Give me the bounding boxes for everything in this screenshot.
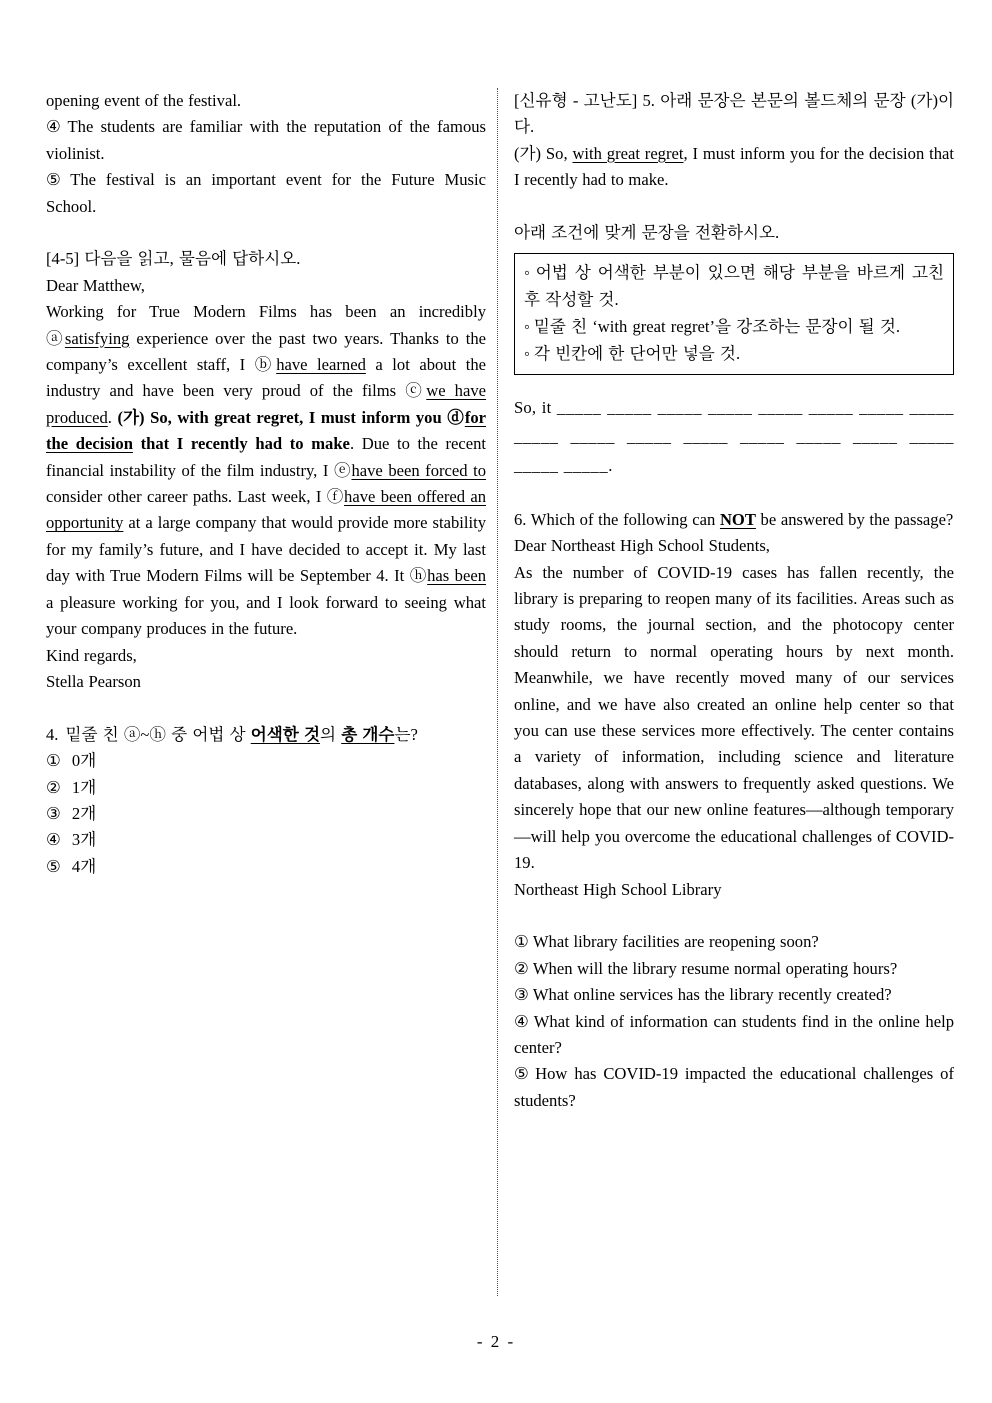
choice-marker: ④ <box>514 1011 530 1031</box>
marker-h-icon: ⓗ <box>409 566 428 586</box>
passage-signature: Northeast High School Library <box>514 879 722 899</box>
letter-seg-8: at a large company that would provide more stability for my family’s future, and I have decided to accept it. My last day with True Modern Films will be September 4. It <box>46 513 486 586</box>
stem-post: be answered by the passage? <box>755 509 954 529</box>
choice-marker: ④ <box>46 830 61 850</box>
carryover-choice-5 <box>46 167 486 220</box>
page-footer: - 2 - <box>476 1332 516 1351</box>
question-4-choice-5[interactable] <box>46 854 486 880</box>
choice-marker: ③ <box>514 985 529 1005</box>
choice-marker: ④ <box>46 117 64 137</box>
choice-marker: ① <box>514 932 529 952</box>
underlined-phrase-d: for the decision <box>46 407 487 454</box>
choice-marker: ⑤ <box>514 1064 532 1084</box>
question-5-answer-area[interactable] <box>514 393 954 480</box>
choice-text: 1개 <box>71 777 97 797</box>
underlined-phrase-f: have been offered an opportunity <box>46 487 487 533</box>
choice-marker: ② <box>514 958 529 978</box>
condition-text: 밑줄 친 ‘with great regret’을 강조하는 문장이 될 것. <box>533 317 901 337</box>
question-number: 6. <box>514 509 527 529</box>
answer-prefix: So, it <box>514 398 552 418</box>
question-6-choices <box>514 929 954 1114</box>
letter-seg-2: experience over the past two years. Thanks to the company’s excellent staff, I <box>46 328 486 375</box>
choice-text: What kind of information can students find in the online help center? <box>514 1011 954 1057</box>
bold-sentence-ga-part1: (가) So, with great regret, I must inform you <box>117 407 448 427</box>
right-column <box>514 88 954 1114</box>
choice-marker: ① <box>46 751 61 771</box>
bullet-icon: ◦ <box>524 317 530 337</box>
underlined-phrase-b: have learned <box>276 355 366 375</box>
question-6-choice-1[interactable] <box>514 929 954 955</box>
letter-salutation: Dear Matthew, <box>46 275 145 295</box>
choice-text: What online services has the library recently created? <box>532 985 892 1005</box>
stem-emphasis-not: NOT <box>719 509 756 529</box>
carryover-choice-4 <box>46 114 486 167</box>
marker-f-icon: ⓕ <box>326 487 345 507</box>
stem-emphasis-2: 총 개수 <box>341 724 395 744</box>
carryover-line: opening event of the festival. <box>46 91 242 110</box>
passage-body: As the number of COVID-19 cases has fallen recently, the library is preparing to reopen many of its facilities. Areas such as study rooms, the journal section, and the photocopy center should return to normal operating hours by next month. Meanwhile, we have recently moved many of our services online, and we have also created an online help center so that you can use these services more effectively. The center contains a variety of information, including science and literature databases, along with answers to frequently asked questions. We sincerely hope that our new online features—although temporary—will help you overcome the educational challenges of COVID-19. <box>514 562 954 873</box>
choice-text: The festival is an important event for the Future Music School. <box>46 170 486 216</box>
choice-text: 3개 <box>71 830 97 850</box>
underlined-phrase-e: have been forced to <box>351 460 487 480</box>
column-divider <box>497 88 498 1296</box>
bold-sentence-ga-part2: that I recently had to make <box>132 434 350 454</box>
spacer <box>46 695 486 721</box>
marker-a-icon: ⓐ <box>46 328 65 348</box>
sentence-pre: So, <box>541 143 573 163</box>
letter-closing: Kind regards, <box>46 645 137 665</box>
condition-item-1 <box>524 259 944 313</box>
question-6-stem <box>514 507 954 533</box>
marker-e-icon: ⓔ <box>333 460 352 480</box>
condition-text: 각 빈칸에 한 단어만 넣을 것. <box>533 344 741 364</box>
letter-seg-6: . Due to the recent financial instability of the film industry, I <box>46 434 486 480</box>
question-4-stem <box>46 722 486 748</box>
letter-seg-9: a pleasure working for you, and I look forward to seeing what your company produces in the future. <box>46 592 486 639</box>
spacer <box>514 903 954 929</box>
question-6-choice-5[interactable] <box>514 1061 954 1114</box>
question-5-directive: 아래 조건에 맞게 문장을 전환하시오. <box>514 223 780 243</box>
question-4-choice-4[interactable] <box>46 827 486 853</box>
stem-pre: Which of the following can <box>526 509 720 529</box>
bullet-icon: ◦ <box>524 263 532 283</box>
question-5-sentence <box>514 141 954 194</box>
bullet-icon: ◦ <box>524 344 530 364</box>
letter-seg-3: a lot about the industry and have been very proud of the films <box>46 355 486 401</box>
sentence-post: , I must inform you for the decision that I recently had to make. <box>514 143 954 190</box>
marker-d-icon: ⓓ <box>447 407 465 427</box>
question-4-choice-2[interactable] <box>46 775 486 801</box>
passage-directive: [4-5] 다음을 읽고, 물음에 답하시오. <box>46 249 301 269</box>
underlined-phrase-h: has been <box>427 566 486 586</box>
conditions-box <box>514 253 954 375</box>
stem-text-1: 밑줄 친 ⓐ~ⓗ 중 어법 상 <box>65 724 251 744</box>
letter-signature: Stella Pearson <box>46 671 141 691</box>
sentence-label: (가) <box>514 143 542 163</box>
question-number: 4. <box>46 724 59 744</box>
marker-c-icon: ⓒ <box>405 381 427 401</box>
underlined-phrase-a: satisfying <box>64 328 130 348</box>
left-column <box>46 88 486 880</box>
answer-blank-lines[interactable]: _____ _____ _____ _____ _____ _____ _____ _____ _____ _____ _____ _____ _____ _____ _____ _____ _____ _____. <box>514 398 954 476</box>
question-4-choice-1[interactable] <box>46 748 486 774</box>
question-4-choice-3[interactable] <box>46 801 486 827</box>
stem-emphasis-1: 어색한 것 <box>250 724 320 744</box>
choice-text: 2개 <box>71 803 97 823</box>
condition-text: 어법 상 어색한 부분이 있으면 해당 부분을 바르게 고친 후 작성할 것. <box>524 263 944 310</box>
letter-seg-1: Working for True Modern Films has been an incredibly <box>46 302 486 322</box>
choice-marker: ③ <box>46 803 61 823</box>
letter-body <box>46 299 486 642</box>
choice-text: What library facilities are reopening soon? <box>532 932 819 952</box>
choice-marker: ② <box>46 777 61 797</box>
question-4-choices <box>46 748 486 880</box>
question-5-stem: [신유형 - 고난도] 5. 아래 문장은 본문의 볼드체의 문장 (가)이다. <box>514 91 954 137</box>
letter-seg-4: . <box>107 407 118 427</box>
spacer <box>514 194 954 220</box>
spacer <box>46 220 486 246</box>
condition-item-3 <box>524 340 944 367</box>
choice-text: 4개 <box>71 856 97 876</box>
choice-text: How has COVID-19 impacted the educational challenges of students? <box>514 1064 954 1110</box>
stem-text-3: 는? <box>394 724 418 744</box>
passage-salutation: Dear Northeast High School Students, <box>514 536 770 556</box>
underlined-phrase-c: we have produced <box>46 381 487 427</box>
question-6-choice-2[interactable] <box>514 956 954 982</box>
letter-seg-7: consider other career paths. Last week, I <box>46 487 327 507</box>
marker-b-icon: ⓑ <box>254 355 277 375</box>
question-6-choice-3[interactable] <box>514 982 954 1008</box>
stem-text-2: 의 <box>320 724 342 744</box>
condition-item-2 <box>524 313 944 340</box>
underlined-phrase-regret: with great regret <box>572 143 684 163</box>
choice-text: When will the library resume normal operating hours? <box>532 958 898 978</box>
question-6-choice-4[interactable] <box>514 1009 954 1062</box>
choice-text: The students are familiar with the reputation of the famous violinist. <box>46 117 486 163</box>
choice-marker: ⑤ <box>46 856 61 876</box>
spacer <box>514 480 954 506</box>
choice-text: 0개 <box>71 751 97 771</box>
choice-marker: ⑤ <box>46 170 67 190</box>
